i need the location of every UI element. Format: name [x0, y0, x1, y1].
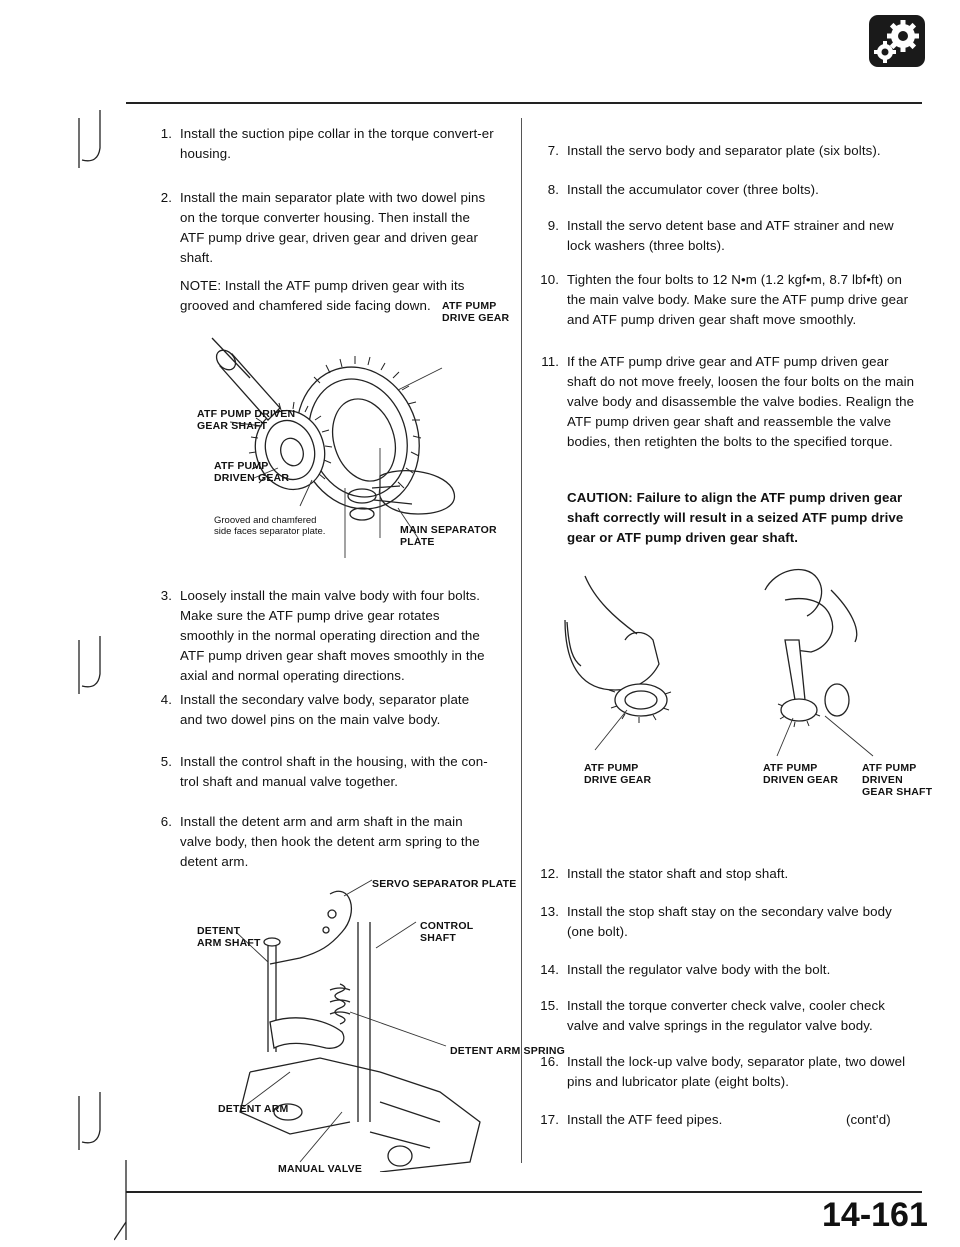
- label-detent-arm-shaft: DETENT ARM SHAFT: [197, 925, 261, 949]
- margin-mark: [76, 108, 116, 183]
- label-detent-arm-spring: DETENT ARM SPRING: [450, 1045, 566, 1057]
- label-grooved-note: Grooved and chamfered side faces separator plate.: [214, 515, 326, 537]
- header-rule: [126, 102, 922, 104]
- label-main-separator-plate: MAIN SEPARATOR PLATE: [400, 524, 497, 548]
- footer-rule: [126, 1191, 922, 1193]
- label-drive-gear: ATF PUMP DRIVE GEAR: [442, 300, 510, 324]
- figure-detent-arm: [230, 872, 520, 1172]
- label-servo-separator-plate: SERVO SEPARATOR PLATE: [372, 878, 517, 890]
- transmission-gear-icon: [868, 14, 926, 68]
- column-divider: [521, 118, 522, 1163]
- margin-mark: [114, 1160, 144, 1247]
- label-fig2-driven-gear: ATF PUMP DRIVEN GEAR: [763, 762, 839, 786]
- label-detent-arm: DETENT ARM: [218, 1103, 289, 1115]
- label-fig2-drive-gear: ATF PUMP DRIVE GEAR: [584, 762, 652, 786]
- margin-mark: [76, 634, 116, 709]
- contd-marker: (cont'd): [846, 1112, 891, 1127]
- figure-gear-alignment: [555, 560, 915, 760]
- margin-mark: [76, 1090, 116, 1165]
- label-driven-gear: ATF PUMP DRIVEN GEAR: [214, 460, 290, 484]
- label-manual-valve: MANUAL VALVE: [278, 1163, 363, 1175]
- label-control-shaft: CONTROL SHAFT: [420, 920, 474, 944]
- label-fig2-driven-shaft: ATF PUMP DRIVEN GEAR SHAFT: [862, 762, 933, 798]
- caution-note: CAUTION: Failure to align the ATF pump driven gear shaft correctly will result in a seized ATF pump drive gear or ATF pump driven gear shaft.: [567, 490, 904, 545]
- label-driven-gear-shaft: ATF PUMP DRIVEN GEAR SHAFT: [197, 408, 296, 432]
- page-number: 14-161: [822, 1196, 928, 1234]
